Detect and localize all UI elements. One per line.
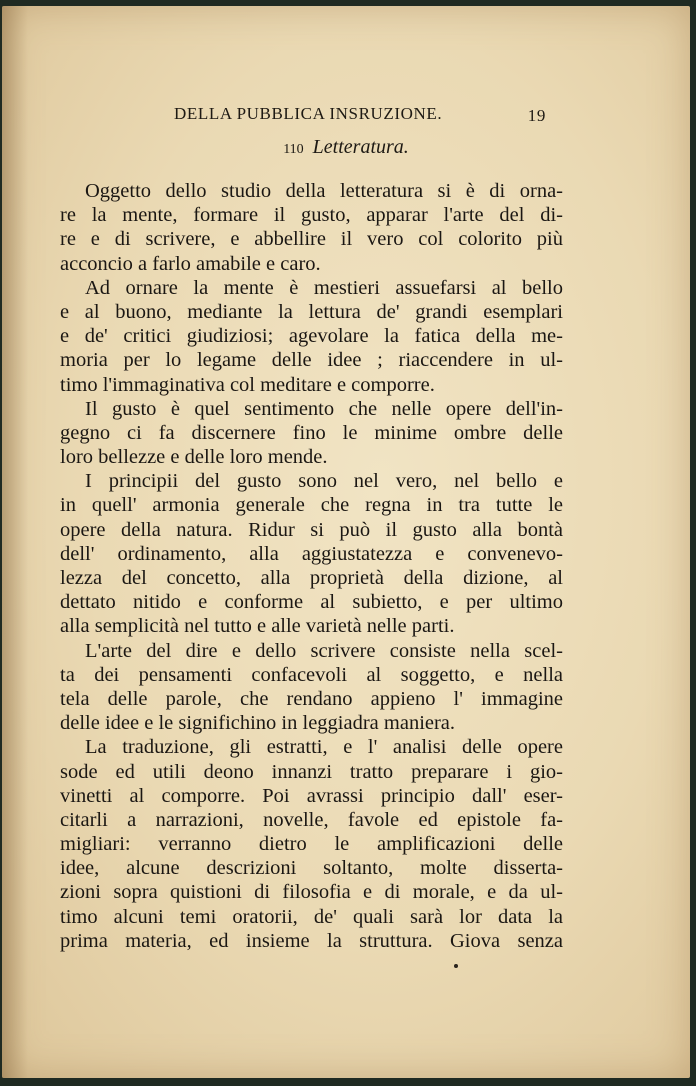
text-line: Oggetto dello studio della letteratura si è di orna- bbox=[85, 180, 563, 202]
signature-mark bbox=[454, 964, 458, 968]
text-line: gegno ci fa discernere fino le minime ombre delle bbox=[60, 421, 563, 444]
text-line: citarli a narrazioni, novelle, favole ed epistole fa- bbox=[60, 808, 563, 831]
text-line: vinetti al comporre. Poi avrassi principio dall' eser- bbox=[60, 784, 563, 807]
text-line: dettato nitido e conforme al subietto, e per ultimo bbox=[60, 591, 563, 614]
text-line: ta dei pensamenti confacevoli al soggetto, e nella bbox=[60, 663, 563, 686]
text-line: Ad ornare la mente è mestieri assuefarsi al bello bbox=[85, 276, 563, 299]
text-line: tela delle parole, che rendano appieno l' immagine bbox=[60, 687, 563, 710]
text-line: alla semplicità nel tutto e alle varietà nelle parti. bbox=[60, 615, 455, 638]
text-line: sode ed utili deono innanzi tratto preparare i gio- bbox=[60, 760, 563, 783]
text-line: acconcio a farlo amabile e caro. bbox=[60, 252, 321, 275]
text-line: dell' ordinamento, alla aggiustatezza e convenevo- bbox=[60, 542, 563, 565]
text-line: zioni sopra quistioni di filosofia e di morale, e da ul- bbox=[60, 881, 563, 904]
text-line: e de' critici giudiziosi; agevolare la fatica della me- bbox=[60, 325, 563, 348]
book-page bbox=[2, 6, 690, 1078]
text-line: lezza del concetto, alla proprietà della dizione, al bbox=[60, 567, 563, 589]
text-line: La traduzione, gli estratti, e l' analisi delle opere bbox=[85, 736, 563, 759]
section-title: Letteratura. bbox=[312, 136, 409, 158]
text-line: delle idee e le significhino in leggiadra maniera. bbox=[60, 712, 456, 735]
running-title: DELLA PUBBLICA INSRUZIONE. bbox=[174, 104, 443, 123]
text-line: L'arte del dire e dello scrivere consiste nella scel- bbox=[85, 639, 563, 662]
text-line: in quell' armonia generale che regna in tra tutte le bbox=[60, 494, 563, 517]
page-gutter-shadow bbox=[2, 6, 28, 1078]
text-line: prima materia, ed insieme la struttura. Giova senza bbox=[60, 929, 563, 952]
text-line: idee, alcune descrizioni soltanto, molte disserta- bbox=[60, 857, 563, 880]
body-text bbox=[60, 179, 563, 953]
text-line: re la mente, formare il gusto, apparar l'arte del di- bbox=[60, 204, 563, 227]
text-line: timo l'immaginativa col meditare e comporre. bbox=[60, 373, 435, 396]
text-line: migliari: verranno dietro le amplificazioni delle bbox=[60, 833, 563, 856]
text-line: Il gusto è quel sentimento che nelle opere dell'in- bbox=[85, 397, 563, 420]
page-number: 19 bbox=[527, 106, 546, 125]
text-line: e al buono, mediante la lettura de' grandi esemplari bbox=[60, 300, 563, 323]
section-number: 110 bbox=[283, 142, 304, 157]
text-line: loro bellezze e delle loro mende. bbox=[60, 446, 328, 469]
page-header bbox=[174, 104, 546, 128]
text-line: opere della natura. Ridur si può il gusto alla bontà bbox=[60, 518, 563, 541]
text-line: I principii del gusto sono nel vero, nel bello e bbox=[85, 470, 563, 493]
text-line: moria per lo legame delle idee ; riaccendere in ul- bbox=[60, 349, 563, 372]
section-heading bbox=[2, 136, 690, 159]
text-line: timo alcuni temi oratorii, de' quali sarà lor data la bbox=[60, 905, 563, 928]
text-line: re e di scrivere, e abbellire il vero col colorito più bbox=[60, 228, 563, 251]
